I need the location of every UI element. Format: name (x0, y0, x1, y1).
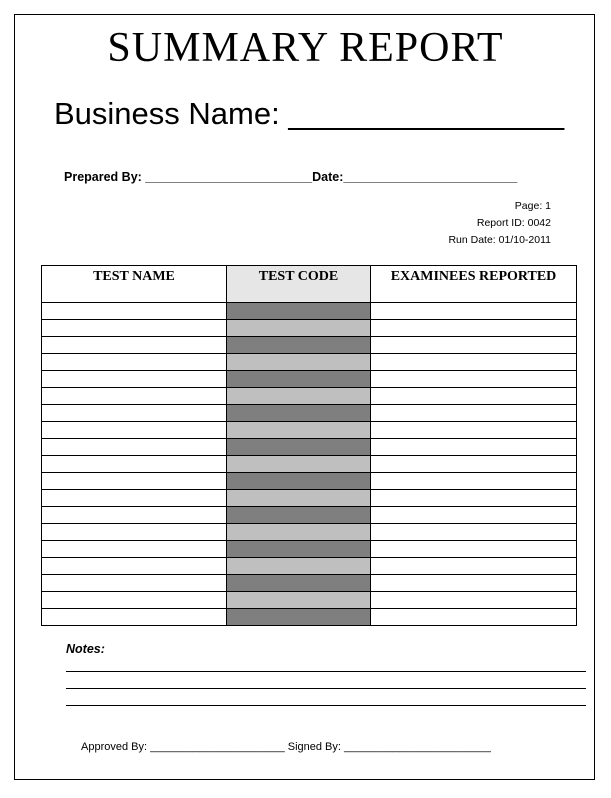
test-name-cell[interactable] (42, 303, 227, 320)
test-code-cell[interactable] (227, 303, 371, 320)
examinees-cell[interactable] (371, 405, 577, 422)
test-name-cell[interactable] (42, 371, 227, 388)
table-row (42, 507, 577, 524)
examinees-cell[interactable] (371, 439, 577, 456)
summary-table (41, 265, 577, 626)
test-code-cell[interactable] (227, 388, 371, 405)
test-code-cell[interactable] (227, 558, 371, 575)
examinees-cell[interactable] (371, 456, 577, 473)
table-row (42, 303, 577, 320)
examinees-cell[interactable] (371, 490, 577, 507)
test-code-cell[interactable] (227, 405, 371, 422)
test-code-cell[interactable] (227, 337, 371, 354)
examinees-cell[interactable] (371, 592, 577, 609)
run-date: Run Date: 01/10-2011 (448, 234, 551, 246)
table-row (42, 524, 577, 541)
test-name-cell[interactable] (42, 558, 227, 575)
table-row (42, 422, 577, 439)
table-row (42, 371, 577, 388)
test-name-cell[interactable] (42, 592, 227, 609)
examinees-cell[interactable] (371, 337, 577, 354)
test-name-cell[interactable] (42, 388, 227, 405)
test-name-cell[interactable] (42, 473, 227, 490)
table-row (42, 575, 577, 592)
test-name-cell[interactable] (42, 405, 227, 422)
test-name-cell[interactable] (42, 337, 227, 354)
table-row (42, 558, 577, 575)
table-row (42, 439, 577, 456)
examinees-cell[interactable] (371, 388, 577, 405)
test-code-cell[interactable] (227, 320, 371, 337)
test-name-cell[interactable] (42, 609, 227, 626)
table-row (42, 337, 577, 354)
header-test-code: TEST CODE (227, 266, 371, 303)
note-line (66, 705, 586, 706)
test-name-cell[interactable] (42, 456, 227, 473)
table-row (42, 388, 577, 405)
table-row (42, 609, 577, 626)
table-row (42, 320, 577, 337)
report-id: Report ID: 0042 (476, 217, 551, 229)
examinees-cell[interactable] (371, 609, 577, 626)
test-code-cell[interactable] (227, 507, 371, 524)
test-code-cell[interactable] (227, 473, 371, 490)
examinees-cell[interactable] (371, 371, 577, 388)
table-header-row (42, 266, 577, 303)
test-name-cell[interactable] (42, 439, 227, 456)
test-code-cell[interactable] (227, 422, 371, 439)
page-number: Page: 1 (514, 200, 551, 212)
test-code-cell[interactable] (227, 456, 371, 473)
test-code-cell[interactable] (227, 541, 371, 558)
approval-signature-line: Approved By: ______________________ Signed By: ________________________ (81, 741, 491, 753)
examinees-cell[interactable] (371, 541, 577, 558)
examinees-cell[interactable] (371, 422, 577, 439)
test-name-cell[interactable] (42, 320, 227, 337)
test-name-cell[interactable] (42, 507, 227, 524)
note-line (66, 688, 586, 689)
test-code-cell[interactable] (227, 490, 371, 507)
note-line (66, 671, 586, 672)
test-code-cell[interactable] (227, 524, 371, 541)
examinees-cell[interactable] (371, 558, 577, 575)
report-title: SUMMARY REPORT (107, 25, 504, 71)
examinees-cell[interactable] (371, 354, 577, 371)
test-code-cell[interactable] (227, 575, 371, 592)
test-name-cell[interactable] (42, 541, 227, 558)
examinees-cell[interactable] (371, 303, 577, 320)
test-name-cell[interactable] (42, 354, 227, 371)
table-row (42, 541, 577, 558)
test-name-cell[interactable] (42, 422, 227, 439)
examinees-cell[interactable] (371, 320, 577, 337)
header-examinees-reported: EXAMINEES REPORTED (371, 266, 577, 303)
table-row (42, 354, 577, 371)
test-name-cell[interactable] (42, 524, 227, 541)
table-row (42, 473, 577, 490)
header-test-name: TEST NAME (42, 266, 227, 303)
prepared-by-date-line: Prepared By: ________________________Date:_________________________ (64, 170, 518, 184)
test-name-cell[interactable] (42, 490, 227, 507)
notes-label: Notes: (66, 642, 105, 656)
test-code-cell[interactable] (227, 609, 371, 626)
test-code-cell[interactable] (227, 354, 371, 371)
table-row (42, 405, 577, 422)
test-name-cell[interactable] (42, 575, 227, 592)
business-name-line: Business Name: ________________ (54, 96, 565, 131)
test-code-cell[interactable] (227, 371, 371, 388)
test-code-cell[interactable] (227, 592, 371, 609)
table-row (42, 490, 577, 507)
table-row (42, 456, 577, 473)
test-code-cell[interactable] (227, 439, 371, 456)
examinees-cell[interactable] (371, 507, 577, 524)
examinees-cell[interactable] (371, 473, 577, 490)
examinees-cell[interactable] (371, 524, 577, 541)
table-row (42, 592, 577, 609)
examinees-cell[interactable] (371, 575, 577, 592)
